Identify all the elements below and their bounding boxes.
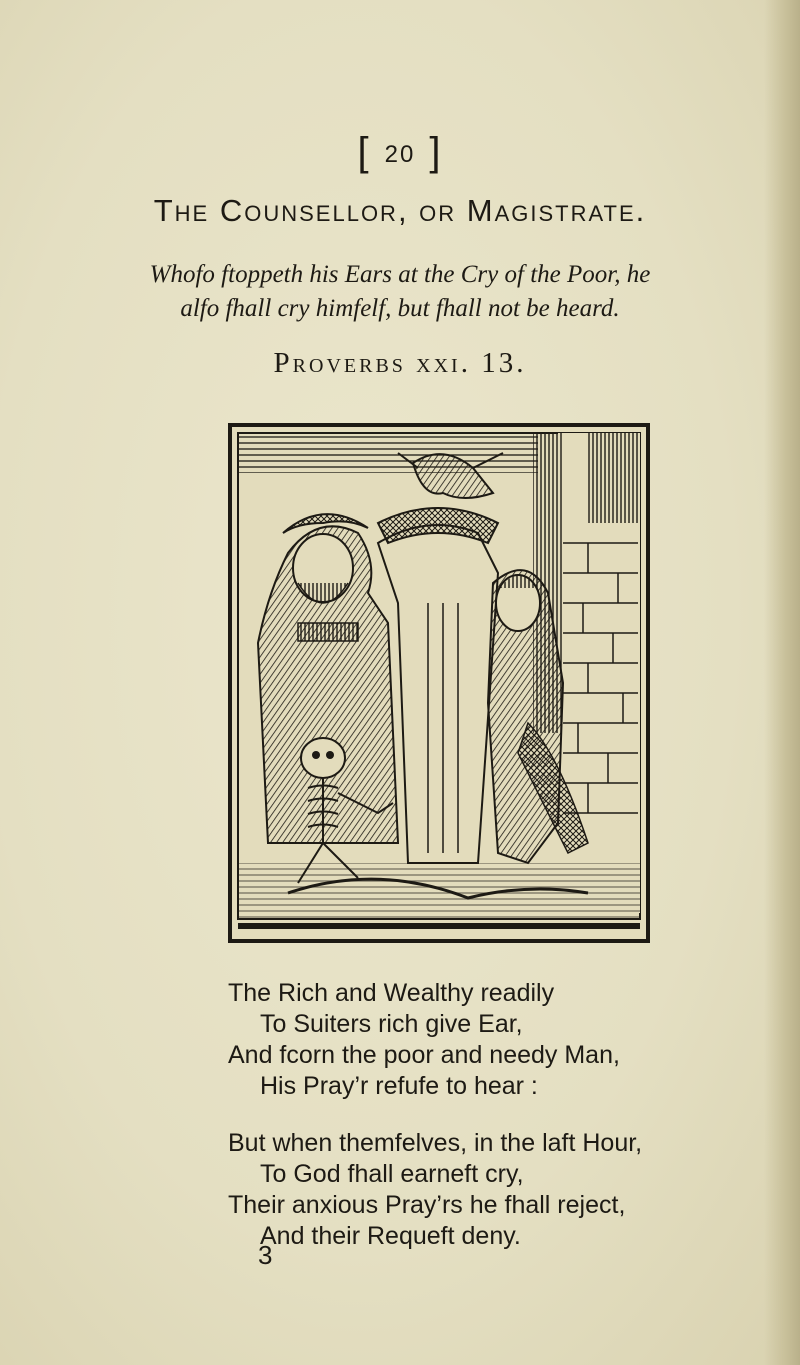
stanza-gap	[228, 1102, 748, 1128]
page-number-bracket-open: [	[357, 130, 371, 174]
verse	[228, 978, 748, 1252]
epigraph-line: Whofo ftoppeth his Ears at the Cry of the Poor, he	[149, 261, 651, 288]
page-number	[0, 130, 800, 175]
verse-line: His Pray’r refufe to hear :	[260, 1072, 538, 1100]
verse-line: And fcorn the poor and needy Man,	[228, 1041, 620, 1069]
verse-line: But when themfelves, in the laft Hour,	[228, 1129, 643, 1157]
signature-mark: 3	[258, 1240, 273, 1270]
page-number-value: 20	[384, 141, 416, 168]
epigraph	[0, 258, 800, 326]
page-title: The Counsellor, or Magistrate.	[153, 193, 647, 228]
page-number-bracket-close: ]	[429, 130, 443, 174]
verse-line: The Rich and Wealthy readily	[228, 979, 555, 1007]
woodcut-illustration-icon	[228, 423, 650, 943]
verse-line: And their Requeft deny.	[260, 1222, 521, 1250]
scripture-citation: Proverbs xxi. 13.	[273, 347, 527, 379]
verse-line: To God fhall earneft cry,	[260, 1160, 524, 1188]
verse-line: Their anxious Pray’rs he fhall reject,	[228, 1191, 626, 1219]
verse-line: To Suiters rich give Ear,	[260, 1010, 523, 1038]
epigraph-line: alfo fhall cry himfelf, but fhall not be heard.	[180, 295, 620, 322]
